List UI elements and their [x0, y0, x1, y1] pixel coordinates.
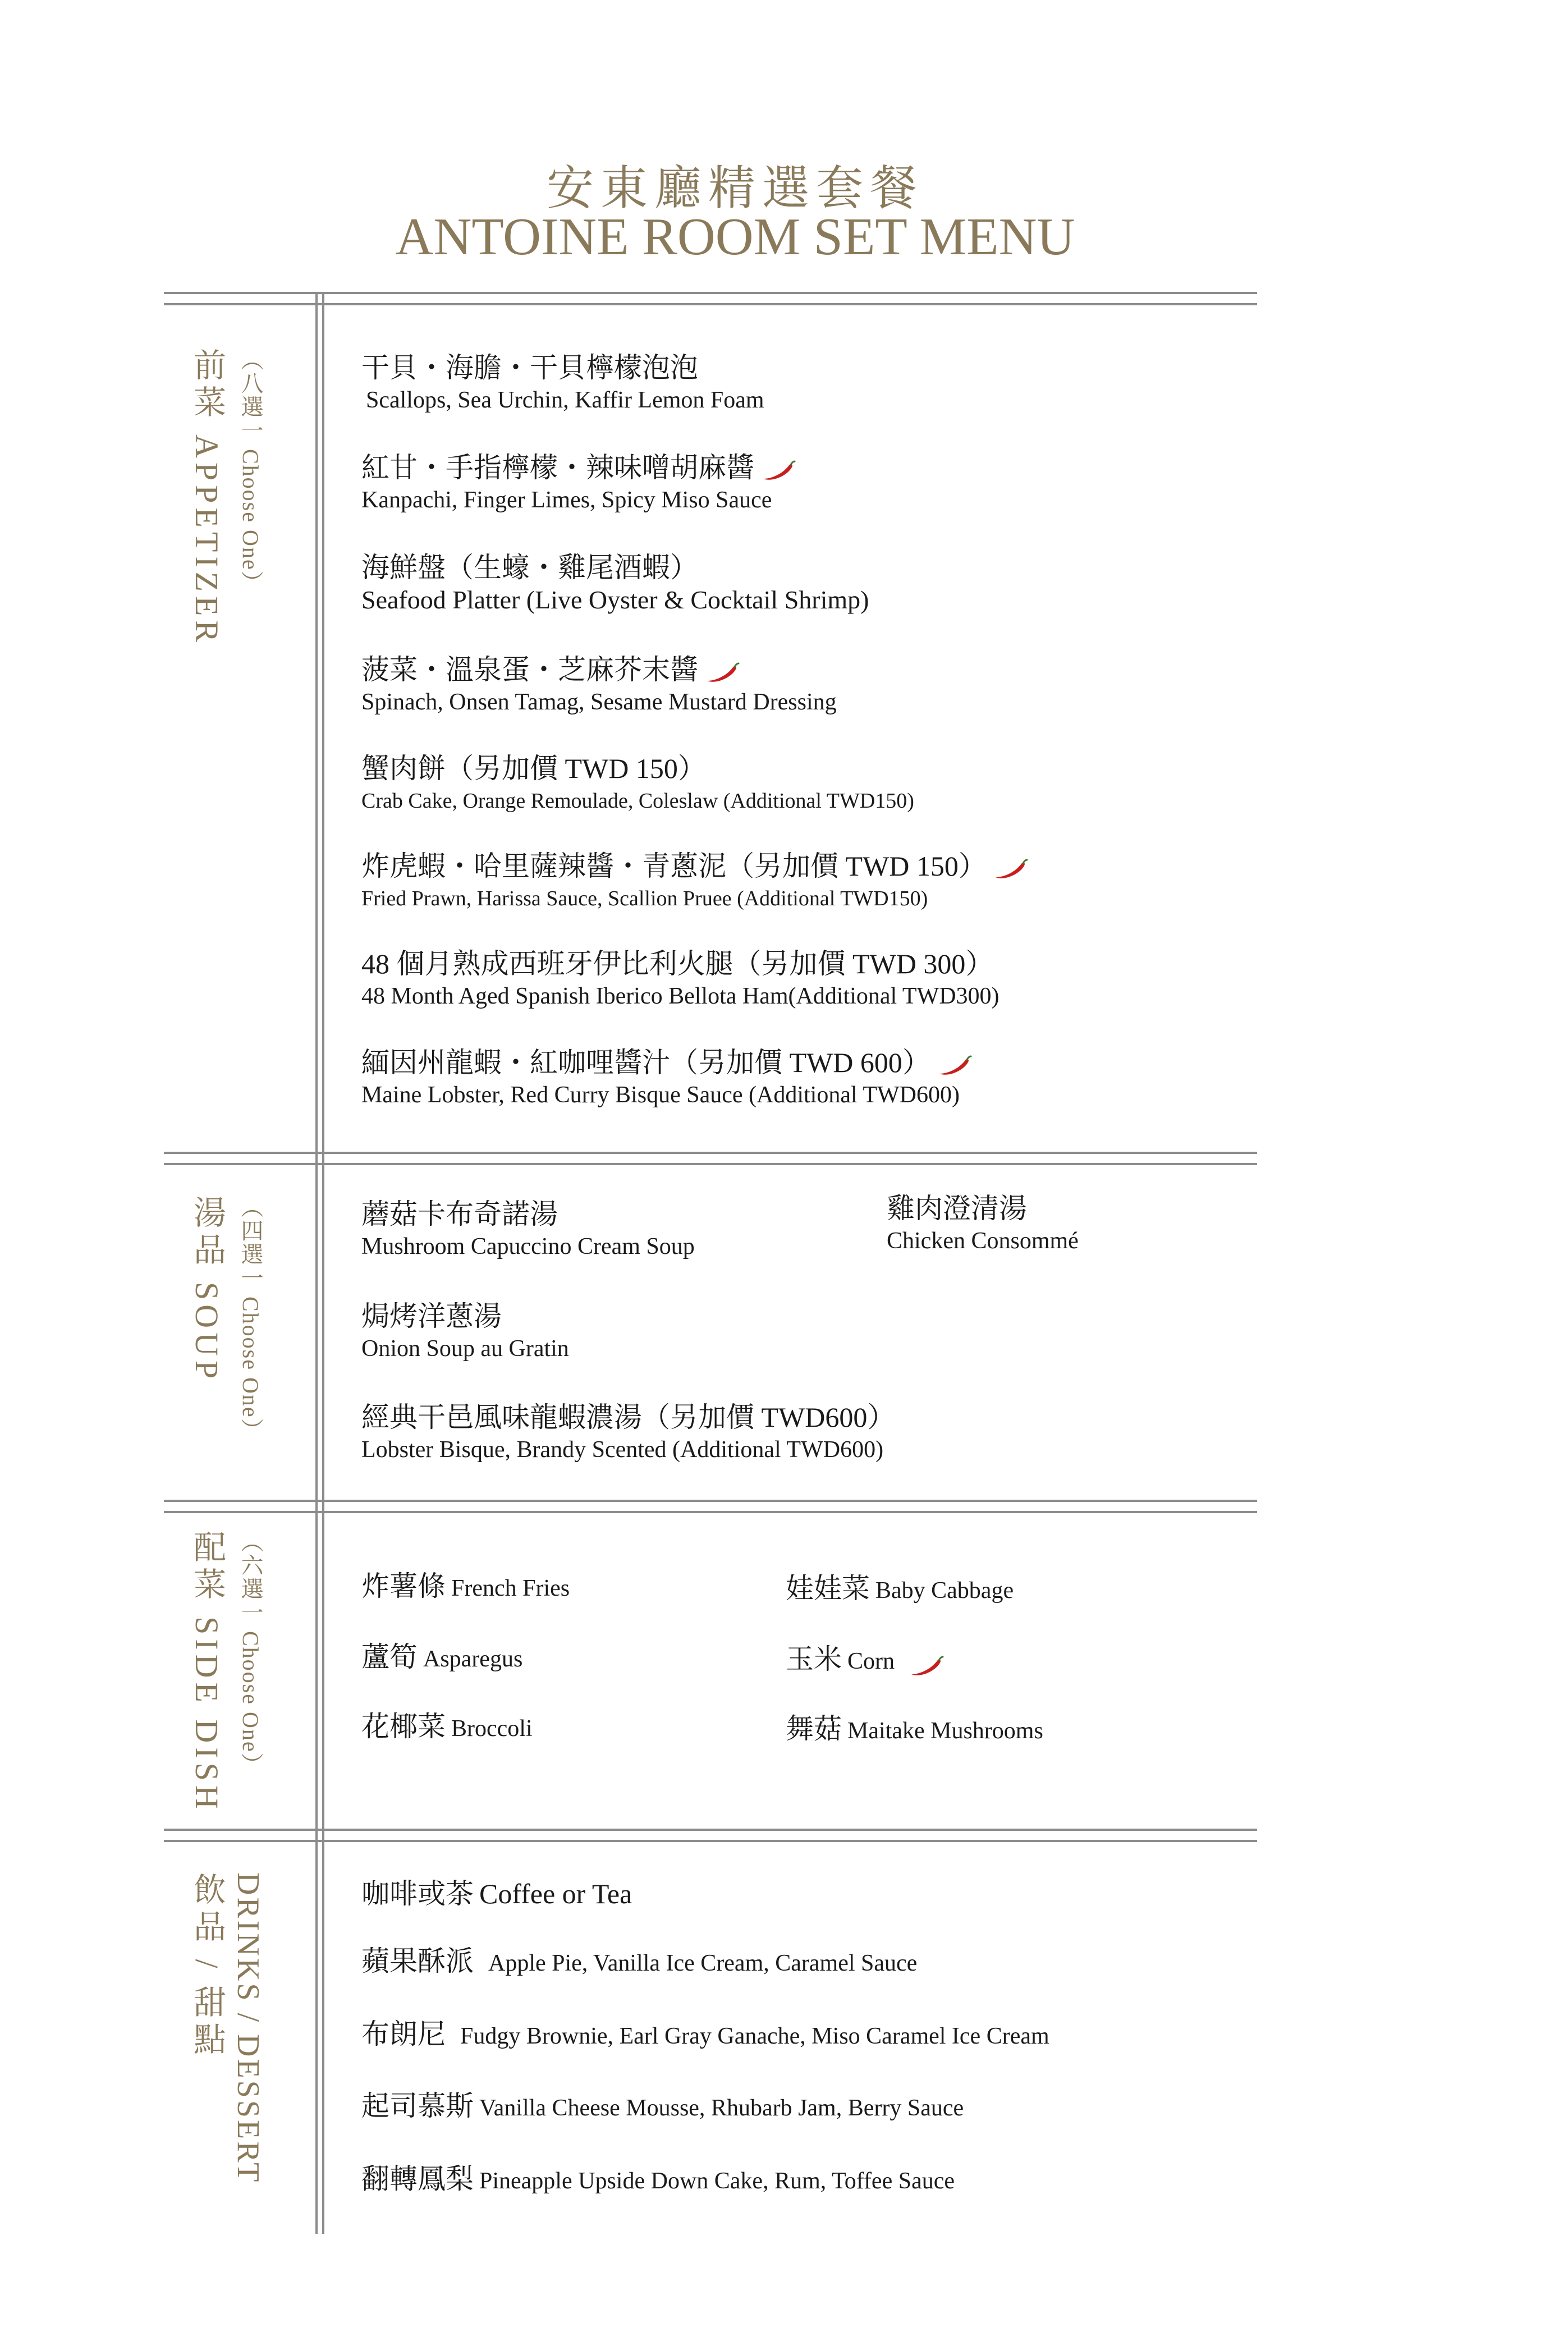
side-dish-item	[361, 1564, 570, 1604]
appetizer-item	[361, 946, 1000, 1011]
side-dish-item-cn: 娃娃菜	[786, 1573, 870, 1604]
chili-icon	[760, 460, 796, 482]
dessert-item-en: Pineapple Upside Down Cake, Rum, Toffee Sauce	[479, 2168, 955, 2194]
appetizer-item-en: Spinach, Onsen Tamag, Sesame Mustard Dressing	[361, 689, 837, 715]
soup-item	[887, 1191, 1079, 1256]
appetizer-item	[361, 550, 869, 615]
dessert-item	[361, 1939, 917, 1979]
side-dish-label-en: SIDE DISH	[189, 1616, 225, 1813]
appetizer-item	[361, 350, 764, 415]
appetizer-item-cn: 海鮮盤（生蠔・雞尾酒蝦）	[361, 552, 698, 583]
appetizer-item	[361, 849, 1028, 914]
chili-icon	[936, 1055, 972, 1077]
dessert-section-label-en	[230, 1872, 266, 2184]
appetizer-item-cn: 炸虎蝦・哈里薩辣醬・青蔥泥（另加價 TWD 150）	[361, 850, 987, 882]
dessert-item-cn: 布朗尼	[361, 2018, 446, 2050]
side-dish-item-en: Corn	[847, 1648, 895, 1674]
appetizer-item	[361, 652, 837, 717]
appetizer-item	[361, 1045, 972, 1110]
menu-title-english: ANTOINE ROOM SET MENU	[395, 208, 1075, 266]
dessert-item-en: Apple Pie, Vanilla Ice Cream, Caramel Sauce	[488, 1950, 918, 1976]
side-dish-item	[361, 1634, 522, 1675]
section-divider-soup	[164, 1152, 1257, 1165]
appetizer-item-en: Seafood Platter (Live Oyster & Cocktail Shrimp)	[361, 585, 869, 614]
dessert-item	[361, 1871, 632, 1912]
side-dish-item	[361, 1704, 533, 1744]
soup-label-cn: 湯品	[189, 1195, 225, 1270]
soup-item-en: Chicken Consommé	[887, 1228, 1079, 1254]
appetizer-item-cn: 蟹肉餅（另加價 TWD 150）	[361, 753, 706, 784]
soup-item-cn: 經典干邑風味龍蝦濃湯（另加價 TWD600）	[361, 1401, 896, 1433]
soup-item	[361, 1299, 569, 1364]
section-divider-side-dish	[164, 1500, 1257, 1513]
side-dish-item-cn: 玉米	[786, 1643, 842, 1675]
side-dish-item-en: Broccoli	[451, 1716, 533, 1742]
soup-item	[361, 1197, 695, 1262]
soup-item-en: Onion Soup au Gratin	[361, 1336, 569, 1362]
side-dish-item-cn: 舞菇	[786, 1713, 842, 1744]
soup-item-cn: 雞肉澄清湯	[887, 1193, 1027, 1224]
soup-choice-note: （四選一 Choose One）	[238, 1195, 263, 1442]
appetizer-section-label	[183, 348, 230, 647]
appetizer-item-cn: 緬因州龍蝦・紅咖哩醬汁（另加價 TWD 600）	[361, 1047, 930, 1078]
appetizer-item-cn: 紅甘・手指檸檬・辣味噌胡麻醬	[361, 452, 754, 483]
side-dish-item-en: Baby Cabbage	[875, 1578, 1014, 1604]
appetizer-item-en: Scallops, Sea Urchin, Kaffir Lemon Foam	[366, 387, 764, 413]
appetizer-item-en: Maine Lobster, Red Curry Bisque Sauce (Additional TWD600)	[361, 1082, 960, 1108]
soup-item-cn: 焗烤洋蔥湯	[361, 1300, 502, 1332]
section-divider-top	[164, 292, 1257, 305]
soup-label-en: SOUP	[189, 1282, 225, 1384]
dessert-item-cn: 蘋果酥派	[361, 1945, 474, 1977]
appetizer-item-en: 48 Month Aged Spanish Iberico Bellota Ham(Additional TWD300)	[361, 983, 1000, 1009]
soup-item	[361, 1400, 895, 1465]
appetizer-item-en: Crab Cake, Orange Remoulade, Coleslaw (Additional TWD150)	[361, 789, 914, 813]
dessert-item	[361, 2083, 964, 2124]
side-dish-item-cn: 蘆筍	[361, 1641, 418, 1673]
appetizer-item	[361, 450, 796, 515]
column-divider-left	[315, 292, 318, 2234]
section-divider-dessert	[164, 1829, 1257, 1842]
dessert-item-en: Vanilla Cheese Mousse, Rhubarb Jam, Berry Sauce	[479, 2095, 964, 2121]
column-divider-right	[322, 292, 324, 2234]
appetizer-item-cn: 菠菜・溫泉蛋・芝麻芥末醬	[361, 654, 698, 685]
soup-section-label	[183, 1195, 230, 1383]
appetizer-item	[361, 751, 914, 816]
side-dish-item	[786, 1566, 1014, 1606]
side-dish-section-label	[183, 1530, 230, 1813]
dessert-item-cn: 起司慕斯	[361, 2090, 474, 2122]
dessert-item-cn: 翻轉鳳梨	[361, 2163, 474, 2195]
dessert-section-label-cn	[183, 1872, 230, 2059]
dessert-item-en: Fudgy Brownie, Earl Gray Ganache, Miso Caramel Ice Cream	[460, 2023, 1049, 2049]
side-dish-label-cn: 配菜	[189, 1530, 225, 1604]
soup-item-en: Mushroom Capuccino Cream Soup	[361, 1234, 695, 1259]
appetizer-label-en: APPETIZER	[189, 434, 225, 647]
appetizer-item-en: Fried Prawn, Harissa Sauce, Scallion Pruee (Additional TWD150)	[361, 887, 928, 910]
soup-item-en: Lobster Bisque, Brandy Scented (Additional TWD600)	[361, 1437, 884, 1463]
side-dish-item-cn: 花椰菜	[361, 1711, 446, 1742]
side-dish-item	[786, 1637, 944, 1678]
side-dish-choice-note: （六選一 Choose One）	[238, 1530, 263, 1776]
side-dish-item-cn: 炸薯條	[361, 1570, 446, 1602]
appetizer-choice-note: （八選一 Choose One）	[238, 348, 263, 594]
appetizer-item-en: Kanpachi, Finger Limes, Spicy Miso Sauce	[361, 487, 772, 513]
chili-icon	[908, 1655, 944, 1678]
dessert-item-en: Coffee or Tea	[479, 1878, 632, 1909]
side-dish-item-en: Asparegus	[423, 1646, 523, 1672]
dessert-label-en: DRINKS / DESSERT	[231, 1872, 265, 2184]
dessert-item	[361, 2012, 1049, 2052]
side-dish-item	[786, 1706, 1043, 1747]
side-dish-item-en: French Fries	[451, 1575, 570, 1601]
soup-item-cn: 蘑菇卡布奇諾湯	[361, 1198, 558, 1230]
chili-icon	[992, 858, 1028, 881]
dessert-item	[361, 2156, 955, 2197]
appetizer-label-cn: 前菜	[189, 348, 225, 422]
appetizer-item-cn: 48 個月熟成西班牙伊比利火腿（另加價 TWD 300）	[361, 948, 994, 979]
appetizer-item-cn: 干貝・海膽・干貝檸檬泡泡	[361, 352, 698, 383]
chili-icon	[704, 662, 740, 684]
dessert-item-cn: 咖啡或茶	[361, 1878, 474, 1909]
side-dish-item-en: Maitake Mushrooms	[847, 1718, 1043, 1744]
menu-title-chinese: 安東廳精選套餐	[546, 163, 924, 215]
dessert-label-cn: 飲品 / 甜點	[189, 1872, 225, 2060]
